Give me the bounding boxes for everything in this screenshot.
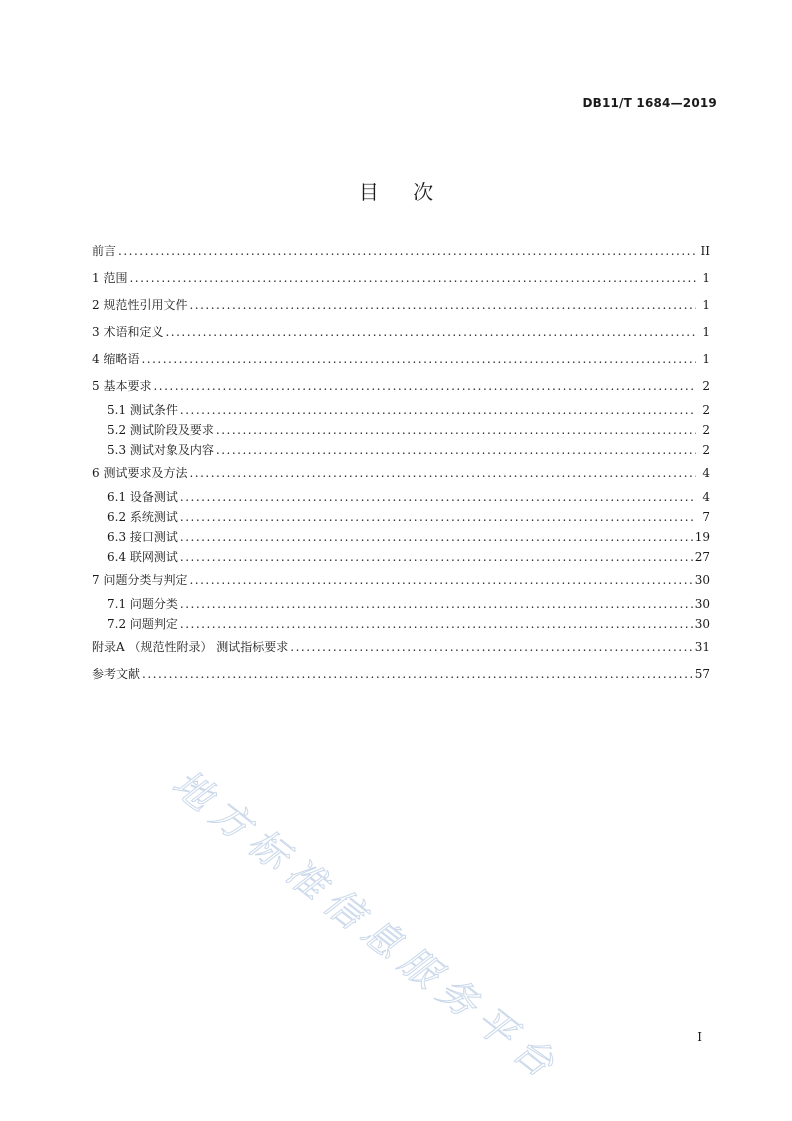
toc-entry-page: 57 <box>694 667 710 681</box>
toc-leader-dots <box>180 488 696 507</box>
toc-entry-test-conditions[interactable] <box>92 400 710 420</box>
toc-entry-page: 30 <box>694 596 710 611</box>
toc-entry-page: 2 <box>702 422 710 437</box>
toc-leader-dots <box>290 638 692 657</box>
toc-entry-foreword[interactable] <box>92 238 710 265</box>
toc-entry-test-objects[interactable] <box>92 440 710 460</box>
toc-entry-problem-types[interactable] <box>92 594 710 614</box>
toc-entry-label: 5 基本要求 <box>92 379 152 393</box>
toc-entry-label: 7.1 问题分类 <box>107 596 178 611</box>
toc-leader-dots <box>180 401 696 420</box>
toc-entry-test-methods[interactable] <box>92 460 710 487</box>
toc-entry-page: 30 <box>694 573 710 587</box>
toc-entry-device-test[interactable] <box>92 487 710 507</box>
toc-entry-label: 5.2 测试阶段及要求 <box>107 422 214 437</box>
toc-entry-label: 参考文献 <box>92 667 141 681</box>
toc-entry-label: 1 范围 <box>92 271 128 285</box>
toc-entry-page: 31 <box>694 640 710 654</box>
toc-entry-basic-requirements[interactable] <box>92 373 710 400</box>
standard-code: DB11/T 1684—2019 <box>582 96 717 110</box>
toc-leader-dots <box>141 350 696 369</box>
toc-entry-label: 5.3 测试对象及内容 <box>107 442 214 457</box>
toc-entry-problem-judgement[interactable] <box>92 614 710 634</box>
toc-leader-dots <box>189 571 692 590</box>
toc-entry-page: 1 <box>702 271 710 285</box>
toc-leader-dots <box>216 441 696 460</box>
toc-entry-appendix-a[interactable] <box>92 634 710 661</box>
toc-entry-label: 6.1 设备测试 <box>107 489 178 504</box>
toc-entry-page: II <box>700 244 710 258</box>
watermark: 地方标准信息服务平台 <box>164 760 570 1092</box>
toc-entry-system-test[interactable] <box>92 507 710 527</box>
toc-leader-dots <box>180 595 693 614</box>
table-of-contents <box>92 238 710 688</box>
toc-leader-dots <box>216 421 696 440</box>
toc-entry-page: 1 <box>702 298 710 312</box>
toc-leader-dots <box>165 323 696 342</box>
page-title: 目 次 <box>358 180 448 204</box>
toc-leader-dots <box>129 269 696 288</box>
toc-entry-page: 4 <box>702 489 710 504</box>
toc-entry-label: 附录A （规范性附录） 测试指标要求 <box>92 640 289 654</box>
toc-leader-dots <box>180 548 693 567</box>
toc-entry-abbreviations[interactable] <box>92 346 710 373</box>
toc-entry-label: 6 测试要求及方法 <box>92 466 188 480</box>
toc-entry-page: 19 <box>694 529 710 544</box>
toc-entry-bibliography[interactable] <box>92 661 710 688</box>
toc-entry-page: 2 <box>702 402 710 417</box>
toc-leader-dots <box>189 296 696 315</box>
toc-entry-label: 7 问题分类与判定 <box>92 573 188 587</box>
toc-leader-dots <box>180 615 693 634</box>
toc-leader-dots <box>180 508 696 527</box>
toc-entry-terms-definitions[interactable] <box>92 319 710 346</box>
toc-entry-label: 5.1 测试条件 <box>107 402 178 417</box>
toc-entry-problem-classification[interactable] <box>92 567 710 594</box>
toc-entry-page: 7 <box>702 509 710 524</box>
toc-leader-dots <box>118 242 696 261</box>
toc-entry-label: 3 术语和定义 <box>92 325 164 339</box>
toc-entry-label: 6.3 接口测试 <box>107 529 178 544</box>
toc-entry-label: 2 规范性引用文件 <box>92 298 188 312</box>
toc-leader-dots <box>153 377 696 396</box>
toc-leader-dots <box>189 464 696 483</box>
toc-entry-network-test[interactable] <box>92 547 710 567</box>
toc-entry-page: 1 <box>702 352 710 366</box>
toc-entry-label: 6.4 联网测试 <box>107 549 178 564</box>
toc-entry-label: 前言 <box>92 244 117 258</box>
toc-entry-interface-test[interactable] <box>92 527 710 547</box>
toc-entry-page: 1 <box>702 325 710 339</box>
page-number: I <box>697 1030 702 1044</box>
toc-entry-label: 6.2 系统测试 <box>107 509 178 524</box>
toc-entry-page: 2 <box>702 379 710 393</box>
toc-entry-page: 2 <box>702 442 710 457</box>
toc-entry-label: 7.2 问题判定 <box>107 616 178 631</box>
toc-entry-page: 4 <box>702 466 710 480</box>
toc-entry-normative-references[interactable] <box>92 292 710 319</box>
toc-entry-page: 30 <box>694 616 710 631</box>
toc-entry-scope[interactable] <box>92 265 710 292</box>
toc-entry-label: 4 缩略语 <box>92 352 140 366</box>
toc-leader-dots <box>180 528 693 547</box>
toc-entry-page: 27 <box>694 549 710 564</box>
toc-entry-test-stages[interactable] <box>92 420 710 440</box>
toc-leader-dots <box>142 665 693 684</box>
